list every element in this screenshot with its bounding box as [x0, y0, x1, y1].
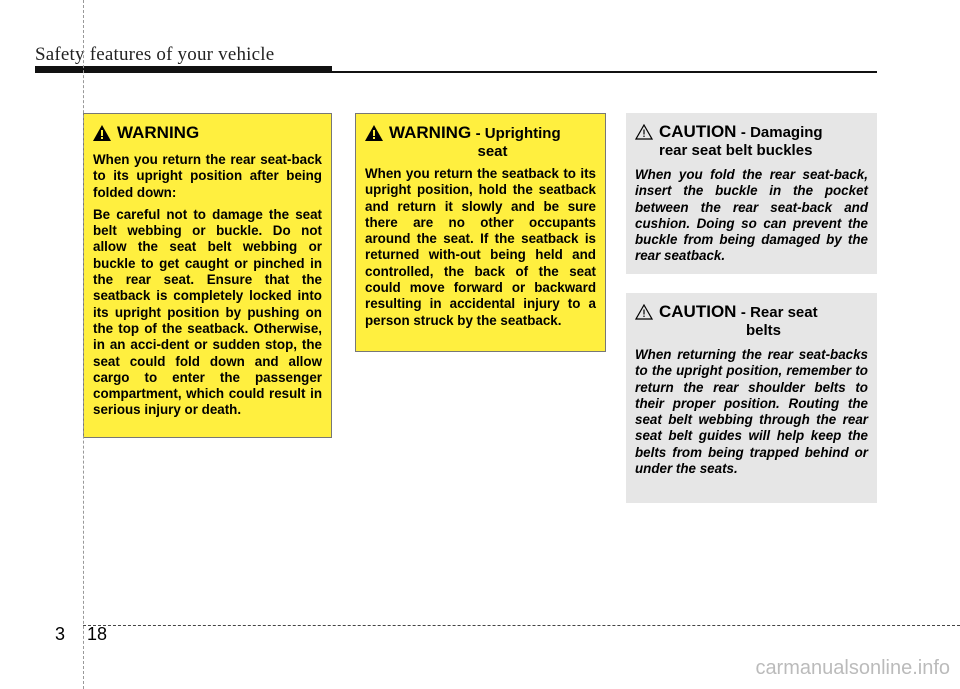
margin-rule	[83, 0, 84, 689]
header-rule	[35, 66, 332, 73]
caution-subtitle-line2: rear seat belt buckles	[659, 142, 813, 159]
warning-box-return-rear-seat	[83, 113, 332, 438]
warning-box-uprighting-seat	[355, 113, 606, 352]
header-rule-thin	[332, 71, 877, 73]
caution-triangle-icon	[635, 304, 659, 325]
caution-body: When you fold the rear seat-back, insert the buckle in the pocket between the rear seat-back and cushion. Doing so can prevent the buckle from being damaged by the rear seatback.	[635, 167, 868, 264]
page-header-title: Safety features of your vehicle	[35, 44, 275, 65]
warning-paragraph: Be careful not to damage the seat belt webbing or buckle. Do not allow the seat belt webbing or buckle to get caught or pinched in the rear seat. Ensure that the seatback is completely locked into its upright position by pushing on the top of the seatback. Otherwise, in an acci-dent or sudden stop, the seat could fold down and allow cargo to enter the passenger compartment, which could result in serious injury or death.	[93, 206, 322, 418]
caution-box-buckles	[626, 113, 877, 274]
chapter-number: 3	[55, 624, 66, 644]
warning-triangle-icon	[365, 125, 389, 146]
caution-subtitle: - Damaging	[740, 124, 823, 141]
caution-body: When returning the rear seat-backs to the upright position, remember to return the rear shoulder belts to their proper position. Routing the seat belt webbing through the rear seat belt guides will help keep the belts from being trapped behind or under the seats.	[635, 347, 868, 477]
caution-triangle-icon	[635, 124, 659, 145]
footer-rule	[83, 625, 960, 626]
watermark: carmanualsonline.info	[755, 657, 950, 679]
caution-subtitle: - Rear seat	[740, 304, 818, 321]
warning-subtitle-line2: seat	[477, 143, 508, 160]
warning-label: WARNING	[117, 123, 200, 142]
warning-paragraph: When you return the rear seat-back to its upright position after being folded down:	[93, 152, 322, 200]
warning-body: When you return the seatback to its upright position, hold the seatback and return it slowly and be sure there are no other occupants around the seat. If the seatback is returned with-out being held and controlled, the back of the seat could move forward or backward resulting in accidental injury to a person struck by the seatback.	[365, 166, 596, 328]
page-number: 18	[87, 624, 108, 644]
warning-label: WARNING	[389, 123, 472, 142]
caution-box-rear-seat-belts	[626, 293, 877, 503]
warning-subtitle: - Uprighting	[475, 125, 561, 142]
warning-triangle-icon	[93, 125, 117, 146]
caution-label: CAUTION	[659, 122, 737, 141]
caution-label: CAUTION	[659, 302, 737, 321]
caution-subtitle-line2: belts	[745, 322, 781, 339]
